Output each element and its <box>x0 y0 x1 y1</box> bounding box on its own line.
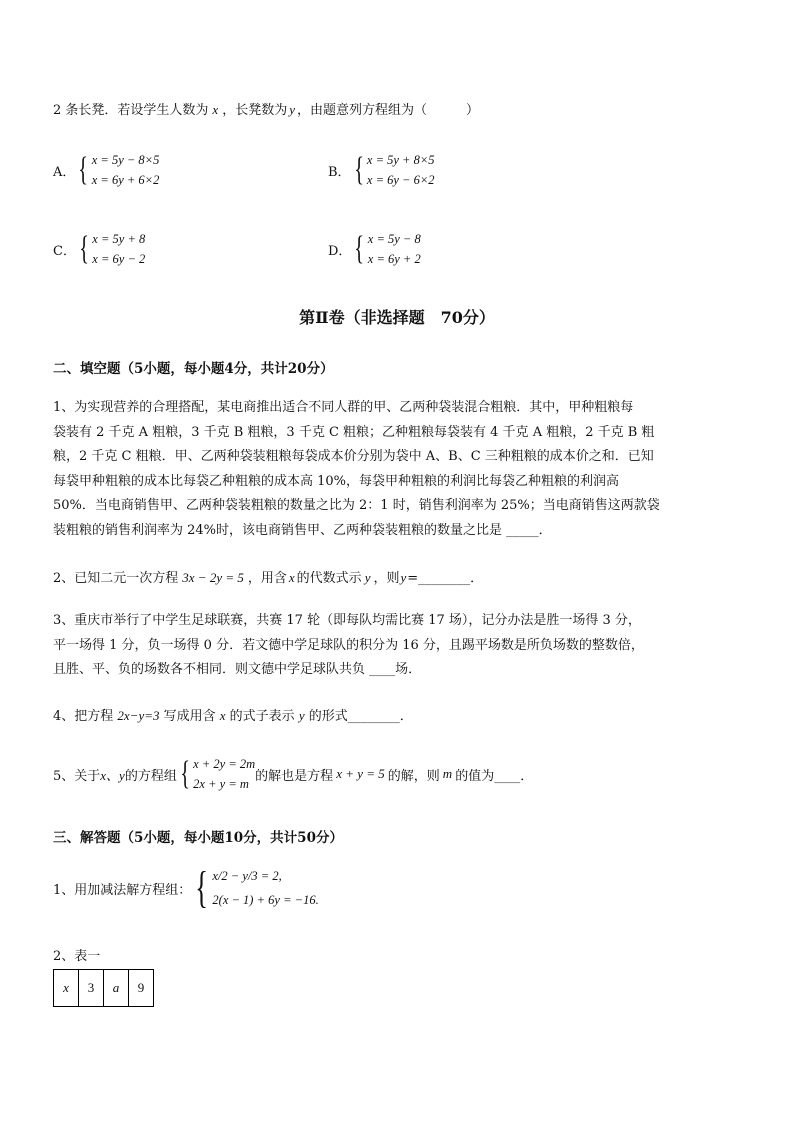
option-d[interactable] <box>328 229 421 269</box>
brace-icon: { <box>78 151 89 188</box>
table-cell: a <box>104 970 129 1007</box>
option-label: B． <box>328 164 351 180</box>
table-cell: 9 <box>129 970 154 1007</box>
text-line: 粮，2 千克 C 粗粮．甲、乙两种袋装粗粮每袋成本价分别为袋中 A、B、C 三种粗粮的成本价之和．已知 <box>53 449 654 465</box>
text-run: 2 条长凳．若设学生人数为 <box>53 103 209 118</box>
text-line: 每袋甲种粗粮的成本比每袋乙种粗粮的成本高 10%，每袋甲种粗粮的利润比每袋乙种粗粮的利润高 <box>53 473 620 489</box>
table-cell: 3 <box>79 970 104 1007</box>
text-run: 的方程组 <box>124 768 177 784</box>
text-run: 的解也是方程 <box>255 768 334 784</box>
text-line: 平一场得 1 分，负一场得 0 分．若文德中学足球队的积分为 16 分，且踢平场数是所负场数的整数倍， <box>53 637 644 653</box>
option-label: C． <box>53 243 76 259</box>
prev-question-line <box>53 101 479 120</box>
option-b[interactable] <box>328 150 435 190</box>
text-line: 且胜、平、负的场数各不相同．则文德中学足球队共负 ____场． <box>53 662 422 678</box>
var-y: y <box>400 570 407 585</box>
text-run: 写成用含 <box>159 709 220 724</box>
equation: x = 5y + 8×5 <box>366 153 435 167</box>
equation: x + 2y = 2m <box>193 757 256 771</box>
var-y: y <box>298 708 305 723</box>
var-m: m <box>442 766 453 781</box>
option-label: A． <box>53 164 76 180</box>
option-c[interactable] <box>53 229 145 269</box>
text-run: 5、关于 <box>53 768 101 784</box>
brace-icon: { <box>79 230 90 267</box>
equation: x = 6y + 6×2 <box>91 173 160 187</box>
brace-icon: { <box>354 230 365 267</box>
var-x: x <box>288 570 295 585</box>
text-run: ，用含 <box>247 571 287 586</box>
equation: x = 5y + 8 <box>92 232 146 246</box>
equation-system <box>193 754 255 794</box>
text-run: 4、把方程 <box>53 709 118 724</box>
equation-system <box>212 864 318 912</box>
equation-system <box>367 150 435 190</box>
solve-question-2-label: 2、表一 <box>53 949 101 964</box>
text-run: 的解，则 <box>387 768 440 784</box>
fill-question-2 <box>53 569 483 588</box>
equation: 3x − 2y = 5 <box>182 570 244 585</box>
table-cell: x <box>54 970 79 1007</box>
text-line: 袋装有 2 千克 A 粗粮，3 千克 B 粗粮，3 千克 C 粗粮；乙种粗粮每袋装有 4 千克 A 粗粮，2 千克 B 粗 <box>53 424 655 440</box>
text-run: ，由题意列方程组为（ ） <box>296 103 479 118</box>
var-list: x、y <box>100 767 125 783</box>
text-run: 的式子表示 <box>225 709 299 724</box>
brace-icon: { <box>180 755 190 792</box>
answer-blank[interactable]: 的形式________． <box>304 709 413 724</box>
text-line: 3、重庆市举行了中学生足球联赛，共赛 17 轮（即每队均需比赛 17 场），记分办法是胜一场得 3 分， <box>53 613 641 628</box>
fill-question-5 <box>53 754 533 794</box>
equation-system <box>92 229 145 269</box>
fill-question-3 <box>53 609 743 683</box>
fill-question-1 <box>53 396 743 544</box>
equation: x = 5y − 8×5 <box>91 153 160 167</box>
text-line: 1、为实现营养的合理搭配，某电商推出适合不同人群的甲、乙两种袋装混合粗粮．其中，甲种粗粮每 <box>53 400 634 415</box>
equation: 2x + y = m <box>193 777 249 791</box>
section-heading: 二、填空题（5小题，每小题4分，共计20分） <box>53 361 334 377</box>
equation: x = 6y − 2 <box>92 252 146 266</box>
var-y: y <box>364 570 371 585</box>
text-run: ，则 <box>373 571 400 586</box>
text-run: 1、用加减法解方程组： <box>53 882 192 898</box>
brace-icon: { <box>195 863 209 912</box>
text-run: ，长凳数为 <box>222 103 288 118</box>
equation: x = 5y − 8 <box>367 232 421 246</box>
equation: 2(x − 1) + 6y = −16. <box>212 893 319 907</box>
solve-question-1 <box>53 864 319 912</box>
option-label: D． <box>328 243 352 259</box>
answer-blank[interactable]: 的值为____． <box>455 768 534 784</box>
var-x: x <box>212 102 219 117</box>
equation: x + y = 5 <box>336 766 385 781</box>
var-x: x <box>219 708 226 723</box>
value-table <box>53 969 154 1007</box>
equation: x = 6y − 6×2 <box>366 173 435 187</box>
equation-system <box>92 150 160 190</box>
option-a[interactable] <box>53 150 159 190</box>
fill-question-4 <box>53 707 413 726</box>
equation: 2x−y=3 <box>117 708 160 723</box>
text-line: 50%．当电商销售甲、乙两种袋装粗粮的数量之比为 2：1 时，销售利润率为 25%；当电商销售这两款袋 <box>53 498 660 514</box>
text-line: 装粗粮的销售利润率为 24%时，该电商销售甲、乙两种袋装粗粮的数量之比是 _____． <box>53 522 552 538</box>
equation: x = 6y + 2 <box>367 252 421 266</box>
var-y: y <box>289 102 295 117</box>
brace-icon: { <box>353 151 364 188</box>
section-heading: 三、解答题（5小题，每小题10分，共计50分） <box>53 830 343 846</box>
table-row <box>54 970 154 1007</box>
equation: x/2 − y/3 = 2, <box>212 869 282 883</box>
equation-system <box>368 229 421 269</box>
text-run: 的代数式示 <box>296 571 362 586</box>
answer-blank[interactable]: =________． <box>407 571 484 586</box>
part-title: 第Ⅱ卷（非选择题 70分） <box>299 308 495 327</box>
text-run: 2、已知二元一次方程 <box>53 571 179 586</box>
